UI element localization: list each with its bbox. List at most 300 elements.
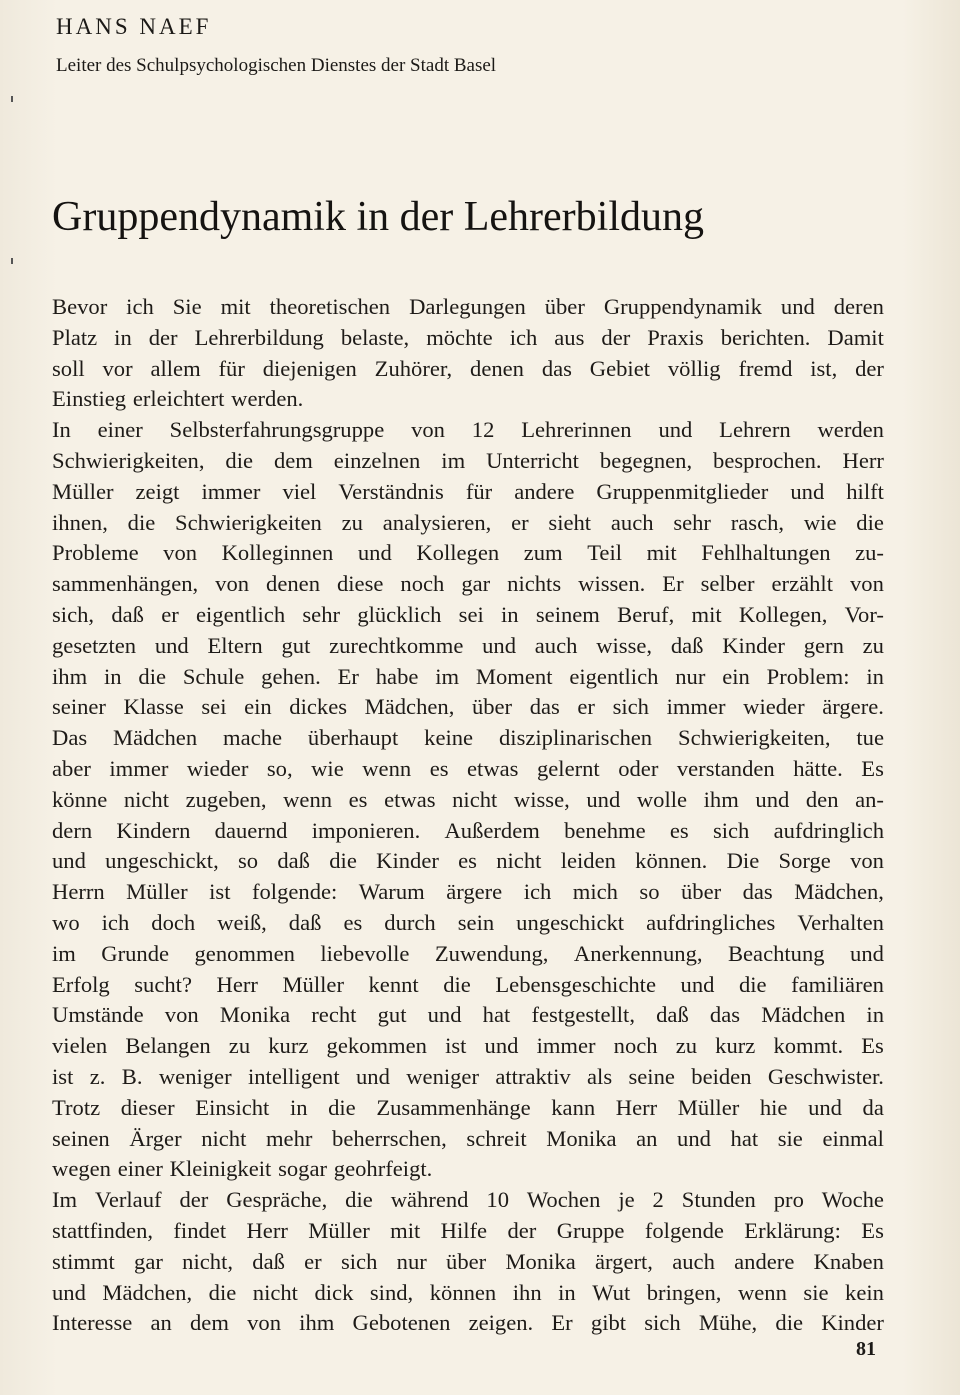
word: Sie bbox=[172, 294, 202, 319]
word: und bbox=[755, 786, 790, 812]
word: Es bbox=[861, 1217, 884, 1243]
word: oder bbox=[618, 755, 659, 781]
word: der bbox=[179, 1187, 209, 1213]
word: schreit bbox=[466, 1125, 527, 1151]
word: in bbox=[114, 324, 132, 350]
word: und bbox=[780, 294, 815, 319]
word: weniger bbox=[158, 1063, 232, 1089]
word: es bbox=[458, 848, 477, 874]
word: Monika bbox=[219, 1002, 291, 1028]
word: daß bbox=[277, 848, 310, 874]
word: seiner bbox=[52, 694, 106, 720]
word: seinen bbox=[52, 1125, 110, 1151]
article-title: Gruppendynamik in der Lehrerbildung bbox=[52, 194, 704, 240]
word: ihn bbox=[512, 1279, 542, 1305]
word: und bbox=[154, 632, 189, 658]
word: wie bbox=[803, 509, 837, 535]
word: leiden bbox=[560, 848, 616, 874]
word: berichten. bbox=[720, 324, 811, 350]
word: hilft bbox=[846, 478, 884, 504]
word: weniger bbox=[406, 1063, 479, 1089]
word: daß bbox=[252, 1248, 285, 1274]
word: etwas bbox=[467, 755, 519, 781]
word: einzelnen bbox=[333, 447, 421, 473]
text-line bbox=[52, 970, 884, 1001]
word: nicht bbox=[201, 1125, 247, 1151]
word: es bbox=[348, 786, 368, 812]
word: beiden bbox=[691, 1063, 752, 1089]
word: von bbox=[849, 571, 884, 597]
word: habe bbox=[375, 663, 419, 689]
word: nicht, bbox=[182, 1248, 233, 1274]
word: Geschwister. bbox=[767, 1063, 884, 1089]
word: die bbox=[775, 1310, 803, 1336]
word: rasch, bbox=[730, 509, 785, 535]
word: Praxis bbox=[647, 324, 704, 350]
word: erzählt bbox=[771, 571, 833, 597]
word: mehr bbox=[265, 1125, 313, 1151]
word: Müller bbox=[282, 971, 344, 997]
word: Damit bbox=[827, 324, 884, 350]
text-line bbox=[52, 508, 884, 539]
word: Anerkennung, bbox=[573, 940, 703, 966]
word: über bbox=[446, 1248, 487, 1274]
word: dem bbox=[190, 1310, 229, 1336]
word: Müller bbox=[308, 1217, 370, 1243]
text-line bbox=[52, 1308, 884, 1339]
word: wolle bbox=[636, 786, 688, 812]
word: wisse, bbox=[596, 632, 653, 658]
word: Er bbox=[551, 1310, 573, 1336]
word: denen bbox=[266, 571, 320, 597]
word: von bbox=[247, 1310, 281, 1336]
word: in bbox=[289, 1094, 308, 1120]
word: Zuhörer, bbox=[374, 355, 453, 381]
word: mit bbox=[390, 1217, 421, 1243]
text-line bbox=[52, 1062, 884, 1093]
word: Es bbox=[861, 755, 884, 781]
word: so bbox=[639, 879, 660, 905]
word: im bbox=[441, 447, 466, 473]
text-line bbox=[52, 477, 884, 508]
word: wieder bbox=[186, 755, 249, 781]
word: Das bbox=[52, 725, 88, 751]
word: Einstieg bbox=[52, 386, 127, 412]
word: z. bbox=[89, 1063, 106, 1089]
word: aber bbox=[52, 755, 91, 781]
word: gut bbox=[377, 1002, 407, 1028]
word: und bbox=[52, 848, 86, 874]
text-line bbox=[52, 939, 884, 970]
word: Stunden bbox=[681, 1187, 756, 1213]
word: in bbox=[866, 663, 884, 689]
word: wenn bbox=[737, 1279, 787, 1305]
word: soll bbox=[52, 355, 85, 381]
word: Fehlhaltungen bbox=[701, 540, 831, 566]
text-line bbox=[52, 1216, 884, 1247]
word: auch bbox=[672, 1248, 715, 1274]
word: Schwierigkeiten, bbox=[678, 725, 831, 751]
word: können. bbox=[635, 848, 708, 874]
word: den bbox=[805, 786, 839, 812]
word: die bbox=[738, 971, 767, 997]
word: und bbox=[484, 1033, 519, 1059]
word: die bbox=[225, 447, 254, 473]
word: Bevor bbox=[52, 294, 108, 319]
word: diese bbox=[336, 571, 384, 597]
text-line bbox=[52, 1278, 884, 1309]
word: erleichtert bbox=[132, 386, 225, 412]
word: zugeben, bbox=[185, 786, 267, 812]
word: liebevolle bbox=[320, 940, 410, 966]
word: in bbox=[866, 1002, 884, 1028]
word: ist bbox=[209, 879, 231, 905]
word: das bbox=[529, 694, 560, 720]
word: Gebiet bbox=[589, 355, 651, 381]
word: Gespräche, bbox=[226, 1187, 328, 1213]
word: ein bbox=[722, 663, 750, 689]
word: deren bbox=[833, 294, 884, 319]
word: daß bbox=[656, 1002, 689, 1028]
word: Er bbox=[337, 663, 359, 689]
text-line bbox=[52, 1247, 884, 1278]
word: Wut bbox=[592, 1279, 631, 1305]
word: viel bbox=[282, 478, 317, 504]
word: das bbox=[742, 879, 773, 905]
word: und bbox=[482, 632, 517, 658]
word: dauernd bbox=[214, 817, 288, 843]
word: gut bbox=[281, 632, 311, 658]
word: ich bbox=[523, 879, 552, 905]
word: folgende: bbox=[251, 879, 338, 905]
word: in bbox=[501, 601, 519, 627]
word: aus bbox=[554, 324, 585, 350]
word: ich bbox=[509, 324, 538, 350]
word: von bbox=[164, 1002, 199, 1028]
word: er bbox=[161, 601, 179, 627]
word: 12 bbox=[471, 417, 495, 443]
word: je bbox=[618, 1187, 635, 1213]
word: ungeschickt bbox=[516, 909, 625, 935]
word: 10 bbox=[486, 1187, 509, 1213]
word: gekommen bbox=[326, 1033, 427, 1059]
word: als bbox=[587, 1063, 613, 1089]
text-line bbox=[52, 692, 884, 723]
word: für bbox=[465, 478, 493, 504]
word: in bbox=[103, 663, 122, 689]
word: folgende bbox=[644, 1217, 724, 1243]
word: so bbox=[238, 848, 259, 874]
word: sammenhängen, bbox=[52, 571, 199, 597]
word: Herr bbox=[842, 447, 884, 473]
word: über bbox=[471, 694, 513, 720]
word: Grunde bbox=[101, 940, 170, 966]
word: Zusammenhänge bbox=[376, 1094, 531, 1120]
word: Kinder bbox=[821, 1310, 884, 1336]
word: auch bbox=[610, 509, 654, 535]
word: Gruppe bbox=[556, 1217, 625, 1243]
word: er bbox=[511, 509, 529, 535]
word: mit bbox=[646, 540, 677, 566]
word: völlig bbox=[667, 355, 721, 381]
word: hat bbox=[482, 1002, 511, 1028]
word: zeigen. bbox=[468, 1310, 534, 1336]
word: durch bbox=[384, 909, 436, 935]
word: und bbox=[586, 786, 621, 812]
word: Verlauf bbox=[95, 1187, 162, 1213]
word: werden. bbox=[231, 386, 304, 412]
text-line bbox=[52, 723, 884, 754]
word: die bbox=[127, 509, 156, 535]
word: von bbox=[411, 417, 445, 443]
word: nicht bbox=[496, 848, 542, 874]
text-line bbox=[52, 1031, 884, 1062]
word: der bbox=[507, 1217, 537, 1243]
word: die bbox=[443, 971, 471, 997]
word: 2 bbox=[652, 1187, 664, 1213]
author-name: HANS NAEF bbox=[56, 14, 212, 39]
text-line bbox=[52, 569, 884, 600]
word: Es bbox=[861, 1033, 884, 1059]
word: wissen. bbox=[578, 571, 646, 597]
word: gar bbox=[134, 1248, 163, 1274]
word: gern bbox=[803, 632, 844, 658]
word: kurz bbox=[268, 1033, 309, 1059]
word: gibt bbox=[590, 1310, 627, 1336]
word: keine bbox=[424, 725, 474, 751]
word: attraktiv bbox=[495, 1063, 571, 1089]
word: mit bbox=[220, 294, 251, 319]
word: besprochen. bbox=[713, 447, 822, 473]
word: Kollegen bbox=[416, 540, 500, 566]
word: die bbox=[856, 509, 884, 535]
word: Zuwendung, bbox=[434, 940, 549, 966]
author-affiliation: Leiter des Schulpsychologischen Dienstes der Stadt Basel bbox=[56, 55, 497, 76]
word: von bbox=[215, 571, 250, 597]
word: einer bbox=[97, 417, 143, 443]
word: an bbox=[150, 1310, 172, 1336]
word: gar bbox=[461, 571, 491, 597]
word: Belangen bbox=[125, 1033, 211, 1059]
word: Beruf, bbox=[617, 601, 675, 627]
word: Moment bbox=[475, 663, 553, 689]
word: er bbox=[577, 694, 595, 720]
word: Selbsterfahrungsgruppe bbox=[169, 417, 385, 443]
word: der bbox=[148, 324, 178, 350]
word: beherrschen, bbox=[332, 1125, 447, 1151]
word: da bbox=[862, 1094, 884, 1120]
word: sie bbox=[803, 1279, 829, 1305]
word: geohrfeigt. bbox=[333, 1156, 433, 1182]
word: noch bbox=[613, 1033, 658, 1059]
word: der bbox=[601, 324, 631, 350]
word: andere bbox=[514, 478, 575, 504]
word: und bbox=[850, 940, 884, 966]
word: Die bbox=[726, 848, 760, 874]
word: zurechtkomme bbox=[329, 632, 464, 658]
word: diejenigen bbox=[262, 355, 357, 381]
word: kommt. bbox=[773, 1033, 844, 1059]
word: nichts bbox=[507, 571, 562, 597]
word: Mädchen, bbox=[102, 1279, 193, 1305]
word: eigentlich bbox=[569, 663, 659, 689]
word: während bbox=[390, 1187, 469, 1213]
word: das bbox=[709, 1002, 741, 1028]
word: intelligent bbox=[247, 1063, 340, 1089]
word: theoretischen bbox=[269, 294, 391, 319]
word: und bbox=[52, 1279, 86, 1305]
word: einer bbox=[117, 1156, 163, 1182]
word: zu bbox=[341, 509, 363, 535]
word: in bbox=[558, 1279, 576, 1305]
word: ärgere bbox=[446, 879, 503, 905]
word: kennt bbox=[368, 971, 419, 997]
word: Trotz bbox=[52, 1094, 101, 1120]
word: immer bbox=[201, 478, 261, 504]
word: von bbox=[163, 540, 198, 566]
word: die bbox=[328, 1094, 356, 1120]
word: können bbox=[429, 1279, 497, 1305]
word: Verhalten bbox=[797, 909, 884, 935]
word: auch bbox=[534, 632, 578, 658]
word: disziplinarischen bbox=[499, 725, 653, 751]
word: an- bbox=[855, 786, 884, 812]
word: ist, bbox=[810, 355, 838, 381]
word: Platz bbox=[52, 324, 98, 350]
word: Lebensgeschichte bbox=[495, 971, 656, 997]
word: Problem: bbox=[766, 663, 850, 689]
word: Beachtung bbox=[727, 940, 825, 966]
word: hat bbox=[730, 1125, 759, 1151]
word: und bbox=[427, 1002, 462, 1028]
word: Warum bbox=[358, 879, 425, 905]
word: Kollegen, bbox=[738, 601, 828, 627]
word: genommen bbox=[194, 940, 295, 966]
word: Monika bbox=[505, 1248, 576, 1274]
word: Hilfe bbox=[440, 1217, 488, 1243]
word: ich bbox=[126, 294, 154, 319]
word: Lehrerbildung bbox=[194, 324, 324, 350]
word: ihm bbox=[52, 663, 88, 689]
word: möchte bbox=[426, 324, 493, 350]
word: Woche bbox=[821, 1187, 884, 1213]
word: sich bbox=[712, 817, 750, 843]
word: sei bbox=[201, 694, 227, 720]
word: mit bbox=[691, 601, 722, 627]
word: ich bbox=[101, 909, 130, 935]
word: im bbox=[52, 940, 76, 966]
word: recht bbox=[311, 1002, 357, 1028]
text-line bbox=[52, 292, 884, 323]
word: zu- bbox=[855, 540, 884, 566]
word: Mädchen, bbox=[364, 694, 455, 720]
word: sieht bbox=[548, 509, 592, 535]
word: über bbox=[680, 879, 722, 905]
word: Im bbox=[52, 1187, 78, 1213]
word: kein bbox=[845, 1279, 884, 1305]
word: sich bbox=[612, 694, 649, 720]
word: pro bbox=[773, 1187, 804, 1213]
word: stimmt bbox=[52, 1248, 115, 1274]
word: hätte. bbox=[793, 755, 843, 781]
text-line bbox=[52, 538, 884, 569]
text-line bbox=[52, 662, 884, 693]
text-line bbox=[52, 446, 884, 477]
word: so, bbox=[266, 755, 293, 781]
word: zu bbox=[675, 1033, 698, 1059]
text-line bbox=[52, 323, 884, 354]
word: festgestellt, bbox=[531, 1002, 635, 1028]
word: ihnen, bbox=[52, 509, 108, 535]
word: mache bbox=[223, 725, 282, 751]
word: fremd bbox=[738, 355, 793, 381]
word: wegen bbox=[52, 1156, 111, 1182]
word: wie bbox=[311, 755, 344, 781]
word: es bbox=[343, 909, 363, 935]
word: Lehrern bbox=[719, 417, 791, 443]
word: sei bbox=[458, 601, 484, 627]
text-line bbox=[52, 354, 884, 385]
word: Kinder bbox=[376, 848, 439, 874]
word: ihm bbox=[299, 1310, 335, 1336]
word: und bbox=[808, 1094, 842, 1120]
word: ärgert, bbox=[595, 1248, 653, 1274]
word: Außerdem bbox=[444, 817, 540, 843]
word: gesetzten bbox=[52, 632, 137, 658]
word: sich bbox=[340, 1248, 378, 1274]
word: einmal bbox=[822, 1125, 884, 1151]
word: Wochen bbox=[526, 1187, 601, 1213]
text-line bbox=[52, 384, 884, 415]
word: tue bbox=[856, 725, 884, 751]
word: Lehrerinnen bbox=[521, 417, 632, 443]
word: die bbox=[138, 663, 166, 689]
word: Kinder bbox=[722, 632, 785, 658]
text-line bbox=[52, 846, 884, 877]
word: dick bbox=[314, 1279, 354, 1305]
word: Schule bbox=[182, 663, 245, 689]
word: Knaben bbox=[813, 1248, 884, 1274]
word: immer bbox=[536, 1033, 596, 1059]
word: wenn bbox=[283, 786, 333, 812]
word: findet bbox=[173, 1217, 227, 1243]
word: mich bbox=[572, 879, 618, 905]
word: gehen. bbox=[261, 663, 321, 689]
text-line bbox=[52, 785, 884, 816]
word: dem bbox=[273, 447, 313, 473]
word: selber bbox=[700, 571, 755, 597]
word: sich bbox=[644, 1310, 681, 1336]
word: stattfinden, bbox=[52, 1217, 154, 1243]
word: weiß, bbox=[217, 909, 267, 935]
word: im bbox=[435, 663, 460, 689]
word: dern bbox=[52, 817, 93, 843]
word: allem bbox=[150, 355, 201, 381]
word: Monika bbox=[546, 1125, 617, 1151]
word: B. bbox=[121, 1063, 143, 1089]
word: Verständnis bbox=[338, 478, 444, 504]
word: vor bbox=[102, 355, 133, 381]
word: sogar bbox=[278, 1156, 328, 1182]
text-line bbox=[52, 754, 884, 785]
text-line bbox=[52, 1124, 884, 1155]
text-line bbox=[52, 1000, 884, 1031]
word: Gebotenen bbox=[352, 1310, 451, 1336]
text-line bbox=[52, 1154, 884, 1185]
word: Herr bbox=[216, 971, 258, 997]
word: sehr bbox=[302, 601, 341, 627]
word: sucht? bbox=[134, 971, 192, 997]
